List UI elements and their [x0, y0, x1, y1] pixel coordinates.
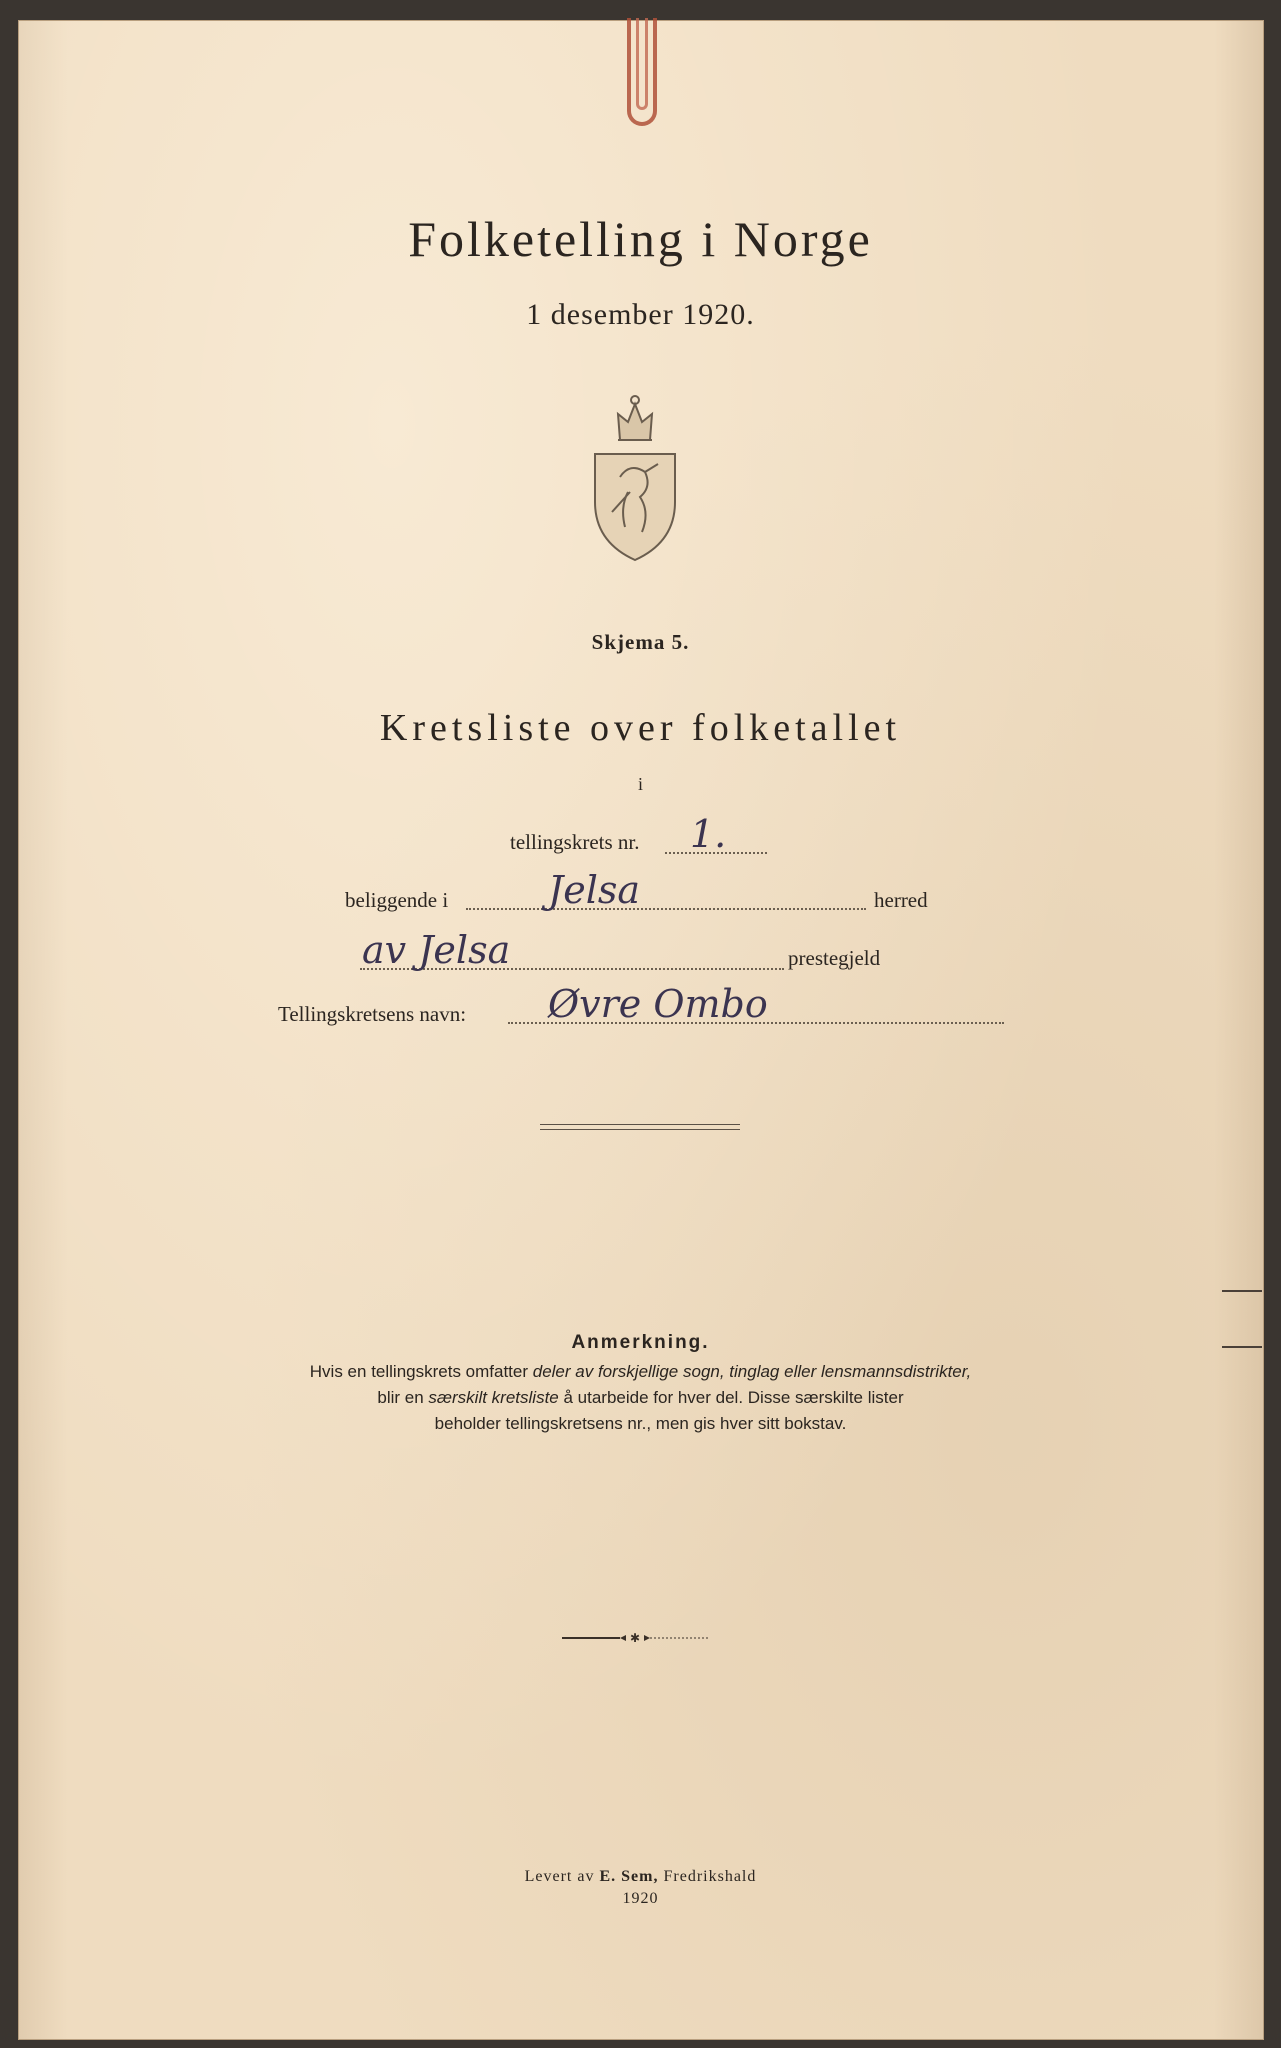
remark-line-1-text: Hvis en tellingskrets omfatter [309, 1362, 533, 1381]
form-heading: Kretsliste over folketallet [379, 707, 902, 749]
remark-line-1-italic: deler av forskjellige sogn, tinglag eller lensmannsdistrikter, [532, 1362, 972, 1381]
printer-place: Fredrikshald [658, 1868, 757, 1885]
census-date: 1 desember 1920. [526, 298, 755, 331]
navn-value: Øvre Ombo [548, 982, 768, 1026]
edge-mark-1 [1222, 1290, 1262, 1292]
svg-text:✱: ✱ [629, 1632, 641, 1644]
schema-number: Skjema 5. [591, 630, 690, 654]
beliggende-value: Jelsa [548, 868, 641, 912]
tellingskrets-value: 1. [690, 812, 727, 856]
printer-prefix: Levert av [524, 1868, 600, 1885]
ornament-divider-icon [560, 1632, 710, 1644]
printer-name: E. Sem, [599, 1868, 659, 1885]
remark-line-2 [0, 1388, 1281, 1408]
beliggende-line [466, 908, 866, 910]
paper-clip-inner [636, 18, 648, 110]
prestegjeld-value: av Jelsa [362, 928, 511, 972]
remark-line-3: beholder tellingskretsens nr., men gis hver sitt bokstav. [434, 1414, 847, 1433]
navn-label: Tellingskretsens navn: [278, 1002, 467, 1026]
print-year: 1920 [622, 1890, 659, 1907]
printer-credit [0, 1868, 1281, 1886]
remark-title: Anmerkning. [571, 1332, 710, 1353]
divider-top [540, 1124, 740, 1125]
tellingskrets-label: tellingskrets nr. [510, 830, 640, 854]
herred-label: herred [874, 888, 928, 912]
prestegjeld-label: prestegjeld [788, 946, 881, 970]
connector-text: i [637, 774, 643, 794]
remark-line-1 [0, 1362, 1281, 1382]
page-title: Folketelling i Norge [408, 211, 873, 267]
edge-mark-2 [1222, 1346, 1262, 1348]
beliggende-label: beliggende i [345, 888, 449, 912]
remark-line-2-italic: særskilt kretsliste [428, 1388, 559, 1407]
coat-of-arms-icon [590, 392, 680, 562]
remark-line-2-text-a: blir en [377, 1388, 429, 1407]
divider-bottom [540, 1129, 740, 1130]
remark-line-2-text-b: å utarbeide for hver del. Disse særskilte lister [558, 1388, 904, 1407]
